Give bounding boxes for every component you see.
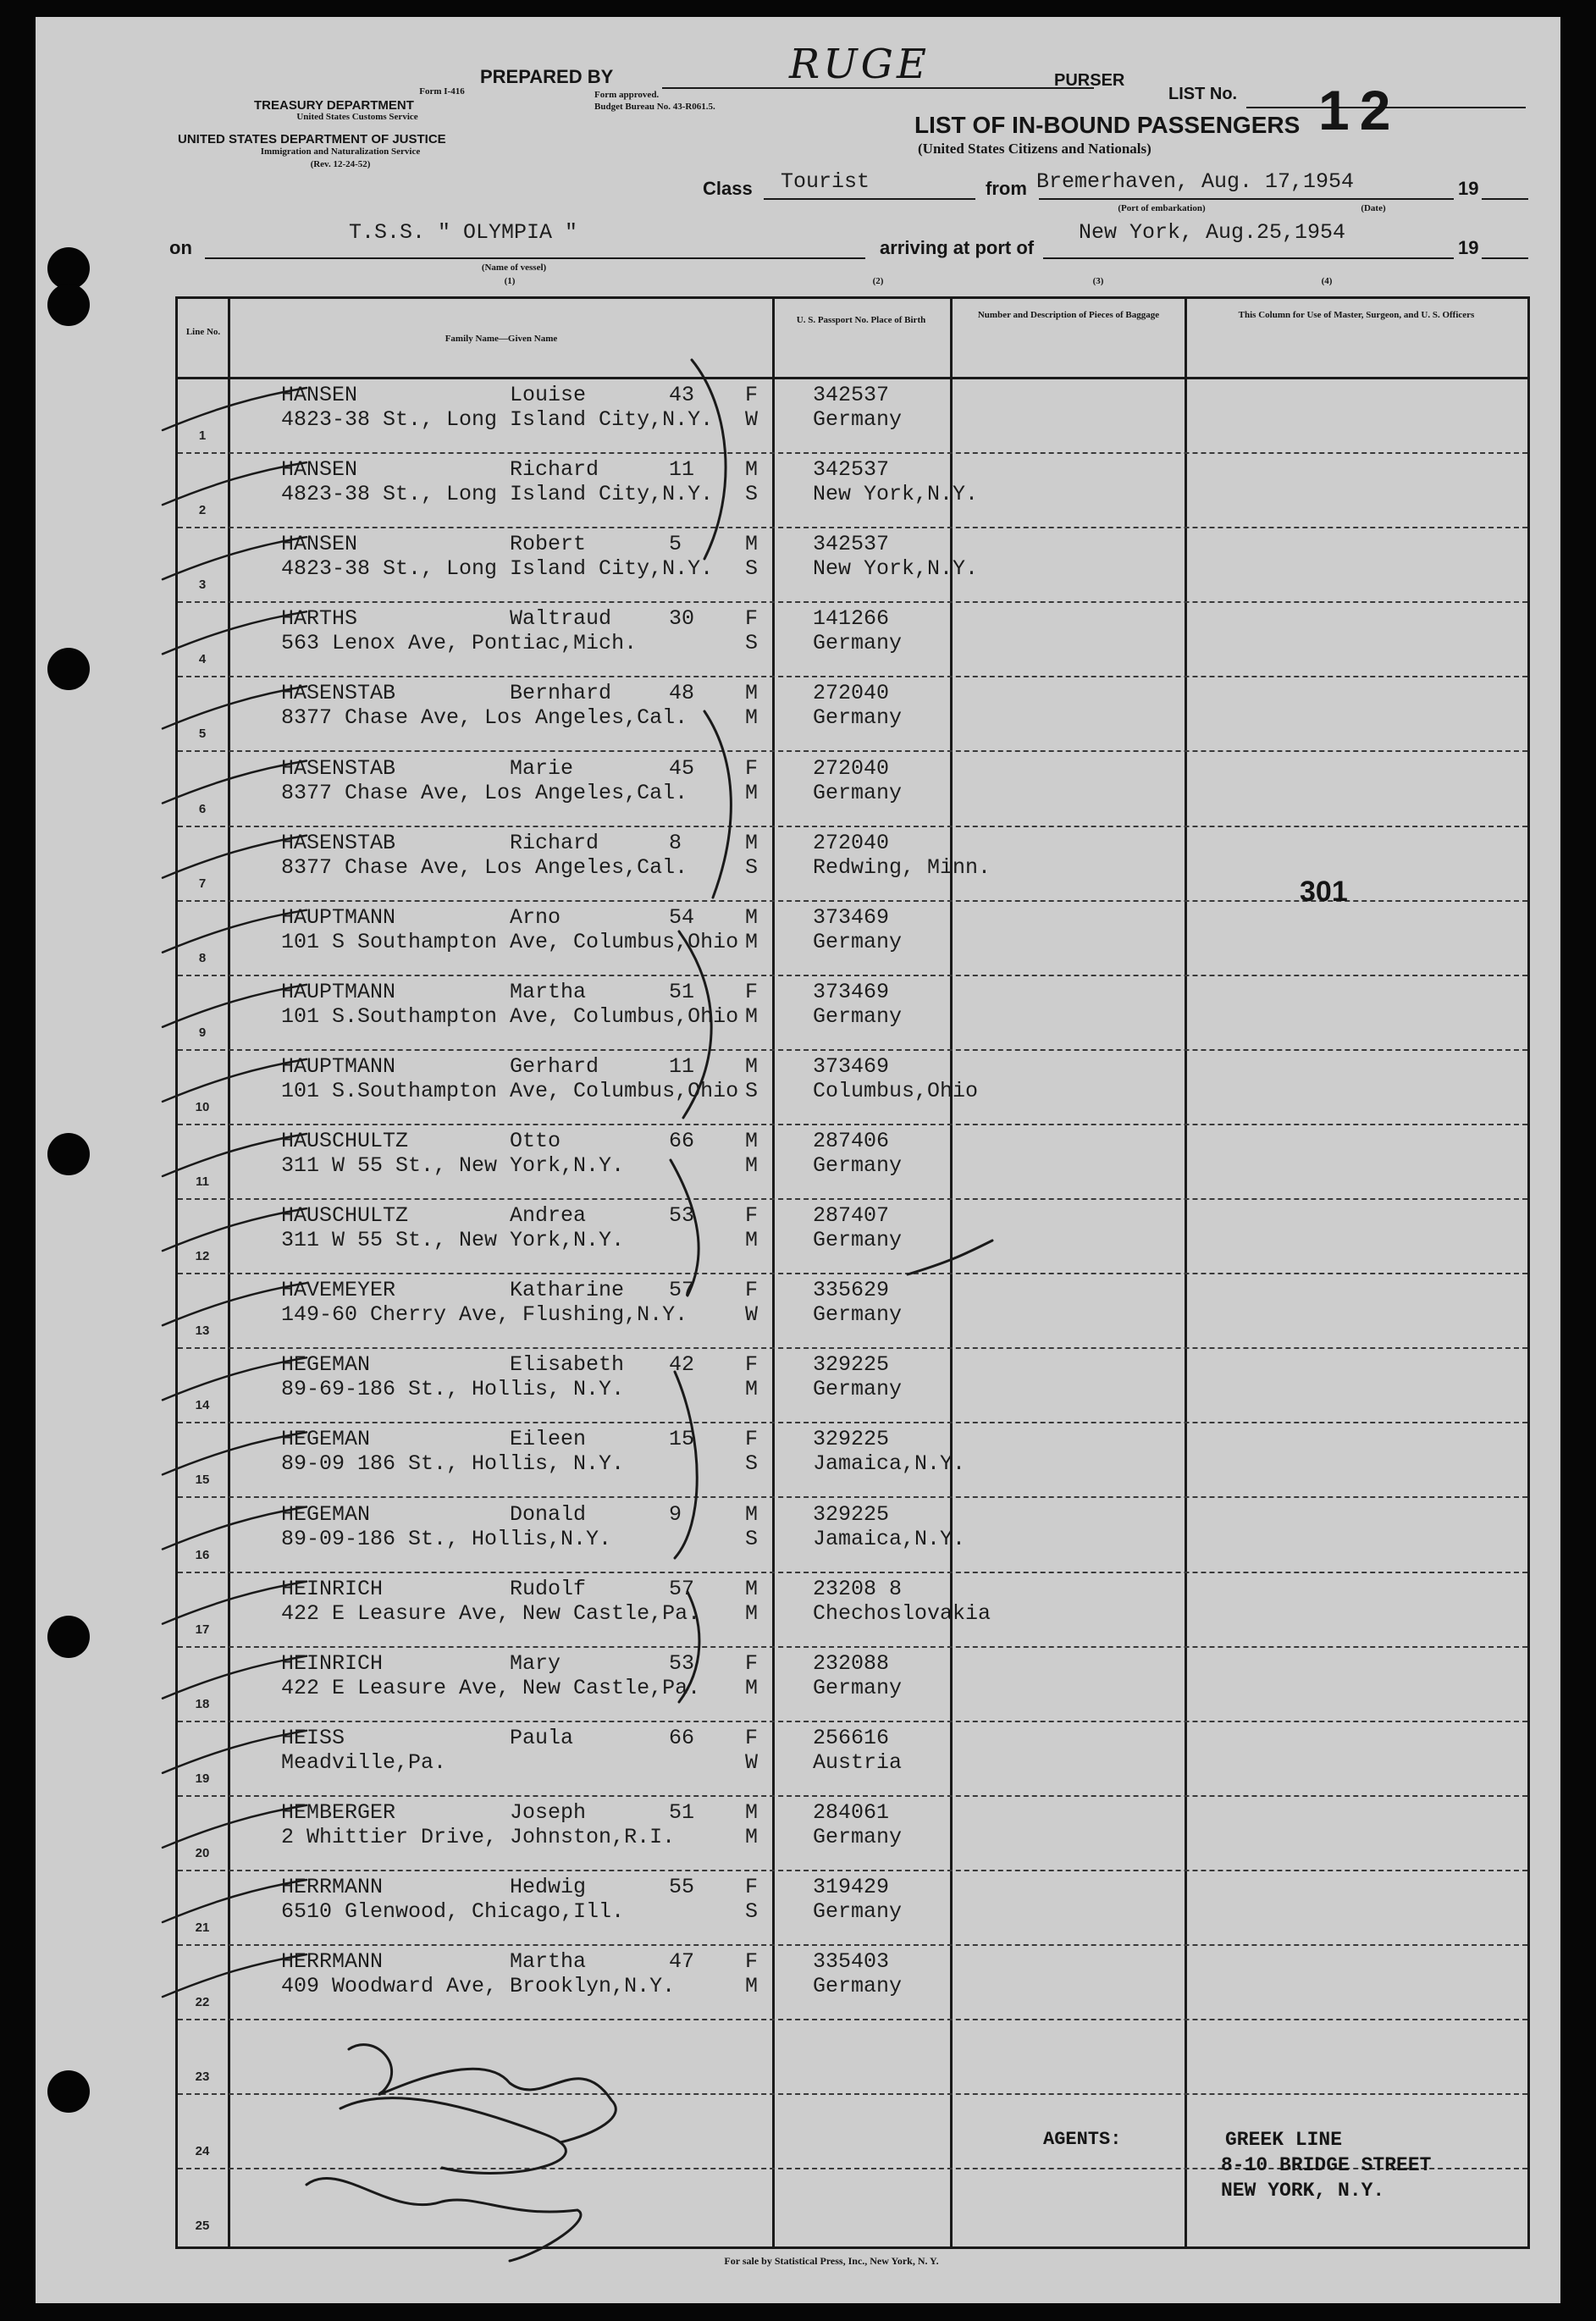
- ins-label: Immigration and Naturalization Service: [260, 146, 421, 157]
- check-mark: [163, 836, 306, 878]
- rev-label: (Rev. 12-24-52): [310, 159, 371, 169]
- line-number: 3: [198, 577, 207, 593]
- address: 89-09 186 St., Hollis, N.Y.: [281, 1451, 625, 1477]
- address: 89-69-186 St., Hollis, N.Y.: [281, 1377, 625, 1402]
- check-mark: [163, 686, 306, 728]
- birthplace: Jamaica,N.Y.: [813, 1451, 966, 1477]
- birthplace: Germany: [813, 1153, 903, 1178]
- check-mark: [163, 1059, 306, 1102]
- check-mark: [163, 1283, 306, 1325]
- age: 45: [669, 755, 695, 781]
- marital-status: M: [745, 1003, 759, 1029]
- family-bracket-mark: [692, 360, 726, 559]
- sex: M: [745, 830, 759, 855]
- family-name: HEISS: [281, 1725, 345, 1750]
- check-mark: [163, 611, 306, 654]
- passport-number: 256616: [813, 1725, 890, 1750]
- signature-mark: [340, 2098, 566, 2174]
- family-name: HEGEMAN: [281, 1427, 371, 1452]
- arriving-value: New York, Aug.25,1954: [1079, 220, 1346, 245]
- given-name: Richard: [510, 457, 599, 483]
- check-mark: [163, 910, 306, 953]
- age: 55: [669, 1875, 695, 1899]
- line-number: 18: [195, 1696, 210, 1711]
- check-mark: [163, 1357, 306, 1400]
- family-name: HAUSCHULTZ: [281, 1203, 409, 1229]
- signature-mark: [306, 2178, 581, 2261]
- list-subtitle: (United States Citizens and Nationals): [918, 141, 1151, 157]
- header-baggage: Number and Description of Pieces of Baggage: [977, 310, 1160, 320]
- marital-status: S: [745, 631, 759, 656]
- sex: F: [745, 1875, 759, 1899]
- address: 563 Lenox Ave, Pontiac,Mich.: [281, 631, 638, 656]
- passport-number: 319429: [813, 1875, 890, 1899]
- birthplace: Germany: [813, 1302, 903, 1328]
- on-label: on: [169, 237, 192, 258]
- sex: F: [745, 1427, 759, 1452]
- line-number: 2: [198, 503, 207, 518]
- passport-number: 335629: [813, 1278, 890, 1303]
- list-no-value: 12: [1318, 79, 1401, 141]
- passport-number: 23208 8: [813, 1576, 903, 1601]
- given-name: Arno: [510, 904, 561, 930]
- sex: M: [745, 1501, 759, 1527]
- family-bracket-mark: [671, 1160, 699, 1296]
- family-name: HERRMANN: [281, 1875, 384, 1899]
- age: 42: [669, 1352, 695, 1378]
- age: 48: [669, 681, 695, 706]
- birthplace: New York,N.Y.: [813, 482, 979, 507]
- line-number: 25: [195, 2219, 210, 2234]
- family-name: HEGEMAN: [281, 1352, 371, 1378]
- passport-number: 335403: [813, 1949, 890, 1975]
- line-number: 22: [195, 1995, 210, 2010]
- sex: M: [745, 1053, 759, 1079]
- sex: F: [745, 1725, 759, 1750]
- address: 8377 Chase Ave, Los Angeles,Cal.: [281, 854, 688, 880]
- marital-status: M: [745, 1824, 759, 1849]
- marital-status: M: [745, 780, 759, 805]
- sex: F: [745, 383, 759, 407]
- passport-number: 284061: [813, 1799, 890, 1825]
- line-number: 6: [198, 801, 207, 816]
- passport-number: 373469: [813, 904, 890, 930]
- marital-status: M: [745, 1675, 759, 1700]
- birthplace: Columbus,Ohio: [813, 1078, 979, 1103]
- list-no-label: LIST No.: [1168, 85, 1238, 103]
- birthplace: Germany: [813, 631, 903, 656]
- family-name: HANSEN: [281, 383, 358, 407]
- check-mark: [163, 1954, 306, 1997]
- address: 8377 Chase Ave, Los Angeles,Cal.: [281, 705, 688, 731]
- sex: F: [745, 1278, 759, 1303]
- address: 311 W 55 St., New York,N.Y.: [281, 1228, 625, 1253]
- age: 15: [669, 1427, 695, 1452]
- passport-number: 373469: [813, 979, 890, 1004]
- given-name: Louise: [510, 383, 587, 407]
- age: 53: [669, 1650, 695, 1676]
- passport-number: 272040: [813, 681, 890, 706]
- sex: F: [745, 755, 759, 781]
- given-name: Paula: [510, 1725, 574, 1750]
- family-name: HANSEN: [281, 532, 358, 557]
- agents-line1: GREEK LINE: [1225, 2129, 1343, 2151]
- passport-number: 287407: [813, 1203, 890, 1229]
- address: 2 Whittier Drive, Johnston,R.I.: [281, 1824, 676, 1849]
- family-bracket-mark: [679, 1592, 699, 1702]
- sex: M: [745, 532, 759, 557]
- year-suffix-1: 19: [1458, 178, 1479, 199]
- address: 6510 Glenwood, Chicago,Ill.: [281, 1899, 625, 1924]
- address: 101 S Southampton Ave, Columbus,Ohio: [281, 929, 739, 954]
- birthplace: Germany: [813, 1899, 903, 1924]
- given-name: Eileen: [510, 1427, 587, 1452]
- address: 8377 Chase Ave, Los Angeles,Cal.: [281, 780, 688, 805]
- passport-number: 342537: [813, 383, 890, 407]
- line-number: 13: [195, 1324, 210, 1339]
- age: 54: [669, 904, 695, 930]
- passport-number: 342537: [813, 457, 890, 483]
- age: 57: [669, 1278, 695, 1303]
- arriving-label: arriving at port of: [880, 237, 1035, 258]
- family-name: HAUPTMANN: [281, 904, 396, 930]
- check-mark: [163, 1656, 306, 1699]
- given-name: Donald: [510, 1501, 587, 1527]
- marital-status: S: [745, 1899, 759, 1924]
- address: 4823-38 St., Long Island City,N.Y.: [281, 407, 714, 432]
- marital-status: S: [745, 1451, 759, 1477]
- line-number: 14: [195, 1398, 210, 1413]
- sex: F: [745, 979, 759, 1004]
- class-value: Tourist: [781, 169, 870, 194]
- family-name: HERRMANN: [281, 1949, 384, 1975]
- signature-mark: [349, 2045, 616, 2142]
- address: 4823-38 St., Long Island City,N.Y.: [281, 556, 714, 582]
- given-name: Bernhard: [510, 681, 612, 706]
- passport-number: 373469: [813, 1053, 890, 1079]
- family-name: HASENSTAB: [281, 681, 396, 706]
- manifest-page: [36, 17, 1560, 2303]
- sex: F: [745, 606, 759, 632]
- agents-line3: NEW YORK, N.Y.: [1221, 2180, 1385, 2202]
- marital-status: S: [745, 1526, 759, 1551]
- family-name: HEINRICH: [281, 1576, 384, 1601]
- check-mark: [163, 1582, 306, 1624]
- header-passport: U. S. Passport No. Place of Birth: [796, 315, 926, 325]
- age: 30: [669, 606, 695, 632]
- col-num-1: (1): [504, 276, 516, 286]
- birthplace: Chechoslovakia: [813, 1600, 991, 1626]
- family-name: HAVEMEYER: [281, 1278, 396, 1303]
- passport-number: 329225: [813, 1501, 890, 1527]
- given-name: Robert: [510, 532, 587, 557]
- family-bracket-mark: [704, 711, 731, 898]
- marital-status: S: [745, 482, 759, 507]
- line-number: 11: [196, 1174, 209, 1189]
- marital-status: S: [745, 854, 759, 880]
- line-number: 8: [198, 950, 207, 965]
- customs-label: United States Customs Service: [296, 112, 418, 122]
- given-name: Martha: [510, 979, 587, 1004]
- passport-number: 232088: [813, 1650, 890, 1676]
- birthplace: Germany: [813, 1824, 903, 1849]
- marital-status: M: [745, 1228, 759, 1253]
- given-name: Waltraud: [510, 606, 612, 632]
- sex: M: [745, 1129, 759, 1153]
- sex: F: [745, 1352, 759, 1378]
- family-name: HAUSCHULTZ: [281, 1129, 409, 1153]
- age: 47: [669, 1949, 695, 1975]
- check-mark: [163, 462, 306, 505]
- given-name: Marie: [510, 755, 574, 781]
- officer-number: 301: [1300, 876, 1348, 908]
- age: 11: [669, 457, 695, 483]
- birthplace: Germany: [813, 1228, 903, 1253]
- check-mark: [163, 1805, 306, 1848]
- sex: M: [745, 681, 759, 706]
- marital-status: M: [745, 1600, 759, 1626]
- agents-line2: 8-10 BRIDGE STREET: [1221, 2154, 1432, 2176]
- address: 422 E Leasure Ave, New Castle,Pa.: [281, 1600, 701, 1626]
- justice-label: UNITED STATES DEPARTMENT OF JUSTICE: [178, 132, 446, 146]
- line-number: 4: [198, 652, 207, 667]
- line-number: 19: [195, 1771, 210, 1786]
- line-number: 12: [195, 1249, 210, 1264]
- family-name: HEINRICH: [281, 1650, 384, 1676]
- line-number: 17: [195, 1622, 210, 1637]
- family-name: HARTHS: [281, 606, 358, 632]
- check-mark: [163, 537, 306, 579]
- check-mark: [163, 1134, 306, 1176]
- list-title: LIST OF IN-BOUND PASSENGERS: [914, 112, 1301, 138]
- age: 11: [669, 1053, 695, 1079]
- line-number: 10: [195, 1099, 210, 1114]
- vessel-caption: (Name of vessel): [481, 262, 547, 273]
- address: 4823-38 St., Long Island City,N.Y.: [281, 482, 714, 507]
- address: 101 S.Southampton Ave, Columbus,Ohio: [281, 1078, 739, 1103]
- prepared-by-label: PREPARED BY: [480, 66, 614, 87]
- agents-label: AGENTS:: [1043, 2129, 1122, 2150]
- sex: F: [745, 1203, 759, 1229]
- birthplace: Austria: [813, 1749, 903, 1775]
- birthplace: Germany: [813, 1675, 903, 1700]
- given-name: Mary: [510, 1650, 561, 1676]
- age: 51: [669, 979, 695, 1004]
- header-line-no: Line No.: [185, 327, 221, 337]
- family-name: HEMBERGER: [281, 1799, 396, 1825]
- address: 89-09-186 St., Hollis,N.Y.: [281, 1526, 612, 1551]
- birthplace: Germany: [813, 780, 903, 805]
- from-label: from: [986, 178, 1027, 199]
- sex: M: [745, 1799, 759, 1825]
- col-num-3: (3): [1092, 276, 1104, 286]
- marital-status: M: [745, 929, 759, 954]
- marital-status: W: [745, 1749, 759, 1775]
- passport-number: 329225: [813, 1427, 890, 1452]
- line-number: 21: [195, 1920, 210, 1935]
- given-name: Hedwig: [510, 1875, 587, 1899]
- age: 8: [669, 830, 682, 855]
- given-name: Andrea: [510, 1203, 587, 1229]
- age: 5: [669, 532, 682, 557]
- address: 149-60 Cherry Ave, Flushing,N.Y.: [281, 1302, 688, 1328]
- address: 409 Woodward Ave, Brooklyn,N.Y.: [281, 1974, 676, 1999]
- form-id: Form I-416: [419, 86, 465, 97]
- family-bracket-mark: [679, 931, 711, 1118]
- birthplace: Germany: [813, 929, 903, 954]
- form-approved: Form approved.: [594, 90, 660, 100]
- marital-status: S: [745, 1078, 759, 1103]
- line-number: 1: [198, 428, 207, 443]
- sex: M: [745, 457, 759, 483]
- sex: M: [745, 904, 759, 930]
- check-mark: [908, 1241, 992, 1274]
- given-name: Joseph: [510, 1799, 587, 1825]
- year-suffix-2: 19: [1458, 237, 1479, 258]
- birthplace: Germany: [813, 1003, 903, 1029]
- age: 66: [669, 1129, 695, 1153]
- check-mark: [163, 1432, 306, 1474]
- treasury-label: TREASURY DEPARTMENT: [254, 98, 414, 113]
- address: 101 S.Southampton Ave, Columbus,Ohio: [281, 1003, 739, 1029]
- printer-footer: For sale by Statistical Press, Inc., New York, N. Y.: [724, 2255, 939, 2267]
- passport-number: 272040: [813, 755, 890, 781]
- family-name: HAUPTMANN: [281, 979, 396, 1004]
- given-name: Katharine: [510, 1278, 625, 1303]
- line-number: 24: [195, 2144, 210, 2159]
- line-number: 23: [195, 2070, 210, 2085]
- address: 311 W 55 St., New York,N.Y.: [281, 1153, 625, 1178]
- given-name: Martha: [510, 1949, 587, 1975]
- birthplace: Jamaica,N.Y.: [813, 1526, 966, 1551]
- passport-number: 342537: [813, 532, 890, 557]
- sex: F: [745, 1650, 759, 1676]
- marital-status: W: [745, 407, 759, 432]
- line-number: 9: [198, 1025, 207, 1040]
- given-name: Gerhard: [510, 1053, 599, 1079]
- age: 43: [669, 383, 695, 407]
- address: Meadville,Pa.: [281, 1749, 447, 1775]
- passport-number: 272040: [813, 830, 890, 855]
- marital-status: M: [745, 1377, 759, 1402]
- family-name: HASENSTAB: [281, 755, 396, 781]
- check-mark: [163, 985, 306, 1027]
- birthplace: Germany: [813, 407, 903, 432]
- birthplace: Redwing, Minn.: [813, 854, 991, 880]
- age: 9: [669, 1501, 682, 1527]
- age: 57: [669, 1576, 695, 1601]
- family-name: HANSEN: [281, 457, 358, 483]
- handwriting-overlay: [36, 17, 1560, 2303]
- given-name: Rudolf: [510, 1576, 587, 1601]
- check-mark: [163, 761, 306, 804]
- sex: F: [745, 1949, 759, 1975]
- birthplace: Germany: [813, 1377, 903, 1402]
- line-number: 7: [198, 876, 207, 891]
- port-embark-caption: (Port of embarkation): [1118, 203, 1206, 213]
- budget-number: Budget Bureau No. 43-R061.5.: [594, 102, 715, 112]
- birthplace: Germany: [813, 1974, 903, 1999]
- marital-status: S: [745, 556, 759, 582]
- passport-number: 329225: [813, 1352, 890, 1378]
- birthplace: New York,N.Y.: [813, 556, 979, 582]
- prepared-by-value: RUGE: [789, 41, 930, 88]
- family-name: HEGEMAN: [281, 1501, 371, 1527]
- birthplace: Germany: [813, 705, 903, 731]
- class-label: Class: [703, 178, 753, 199]
- check-mark: [163, 1507, 306, 1550]
- age: 53: [669, 1203, 695, 1229]
- marital-status: M: [745, 705, 759, 731]
- from-value: Bremerhaven, Aug. 17,1954: [1036, 169, 1355, 194]
- line-number: 20: [195, 1845, 210, 1860]
- line-number: 5: [198, 727, 207, 742]
- given-name: Richard: [510, 830, 599, 855]
- vessel-value: T.S.S. " OLYMPIA ": [349, 220, 578, 245]
- check-mark: [163, 1880, 306, 1922]
- family-bracket-mark: [675, 1372, 697, 1558]
- check-mark: [163, 1208, 306, 1251]
- sex: M: [745, 1576, 759, 1601]
- age: 51: [669, 1799, 695, 1825]
- check-mark: [163, 388, 306, 430]
- date-caption: (Date): [1361, 203, 1386, 213]
- marital-status: M: [745, 1974, 759, 1999]
- passport-number: 141266: [813, 606, 890, 632]
- header-officers: This Column for Use of Master, Surgeon, and U. S. Officers: [1238, 310, 1475, 320]
- age: 66: [669, 1725, 695, 1750]
- col-num-2: (2): [872, 276, 884, 286]
- check-mark: [163, 1731, 306, 1773]
- purser-label: PURSER: [1054, 71, 1125, 90]
- line-number: 15: [195, 1473, 210, 1488]
- marital-status: W: [745, 1302, 759, 1328]
- col-num-4: (4): [1321, 276, 1333, 286]
- family-name: HASENSTAB: [281, 830, 396, 855]
- given-name: Elisabeth: [510, 1352, 625, 1378]
- line-number: 16: [195, 1547, 210, 1562]
- address: 422 E Leasure Ave, New Castle,Pa.: [281, 1675, 701, 1700]
- passport-number: 287406: [813, 1129, 890, 1153]
- family-name: HAUPTMANN: [281, 1053, 396, 1079]
- header-name: Family Name—Given Name: [445, 334, 558, 344]
- marital-status: M: [745, 1153, 759, 1178]
- given-name: Otto: [510, 1129, 561, 1153]
